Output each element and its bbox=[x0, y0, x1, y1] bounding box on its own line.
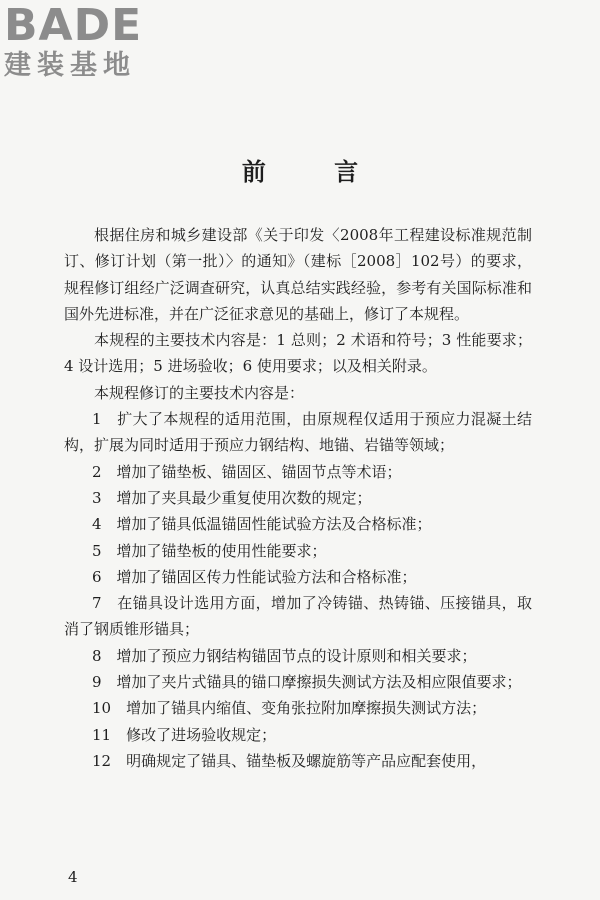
list-item: 4 增加了锚具低温锚固性能试验方法及合格标准； bbox=[92, 515, 432, 534]
paragraph-intro: 根据住房和城乡建设部《关于印发〈2008年工程建设标准规范制订、修订计划（第一批）〉的通知》（建标［2008］102号）的要求，规程修订组经广泛调查研究，认真总结实践经验，参考有关国际标准和国外先进标准，并在广泛征求意见的基础上，修订了本规程。 bbox=[64, 226, 532, 323]
list-item: 7 在锚具设计选用方面，增加了冷铸锚、热铸锚、压接锚具，取消了钢质锥形锚具； bbox=[64, 594, 532, 639]
list-item: 6 增加了锚固区传力性能试验方法和合格标准； bbox=[92, 567, 417, 586]
page-title: 前 言 bbox=[241, 157, 389, 186]
document-body bbox=[64, 222, 532, 774]
list-item: 12 明确规定了锚具、锚垫板及螺旋筋等产品应配套使用， bbox=[92, 751, 487, 770]
watermark-logo bbox=[4, 2, 174, 82]
list-item: 1 扩大了本规程的适用范围，由原规程仅适用于预应力混凝土结构，扩展为同时适用于预应力钢结构、地锚、岩锚等领域； bbox=[64, 410, 532, 455]
list-item: 10 增加了锚具内缩值、变角张拉附加摩擦损失测试方法； bbox=[92, 699, 487, 718]
logo-brand: BADE bbox=[4, 0, 143, 51]
list-item: 8 增加了预应力钢结构锚固节点的设计原则和相关要求； bbox=[92, 646, 477, 665]
paragraph-main-content: 本规程的主要技术内容是：1 总则；2 术语和符号；3 性能要求；4 设计选用；5 进场验收；6 使用要求；以及相关附录。 bbox=[64, 331, 532, 376]
list-item: 5 增加了锚垫板的使用性能要求； bbox=[92, 541, 327, 560]
list-item: 9 增加了夹片式锚具的锚口摩擦损失测试方法及相应限值要求； bbox=[92, 673, 522, 692]
list-item: 11 修改了进场验收规定； bbox=[92, 725, 277, 744]
list-item: 3 增加了夹具最少重复使用次数的规定； bbox=[92, 488, 372, 507]
page-number: 4 bbox=[68, 868, 78, 886]
paragraph-revision-intro: 本规程修订的主要技术内容是： bbox=[94, 383, 305, 402]
logo-subtitle: 建装基地 bbox=[4, 50, 136, 81]
list-item: 2 增加了锚垫板、锚固区、锚固节点等术语； bbox=[92, 462, 402, 481]
